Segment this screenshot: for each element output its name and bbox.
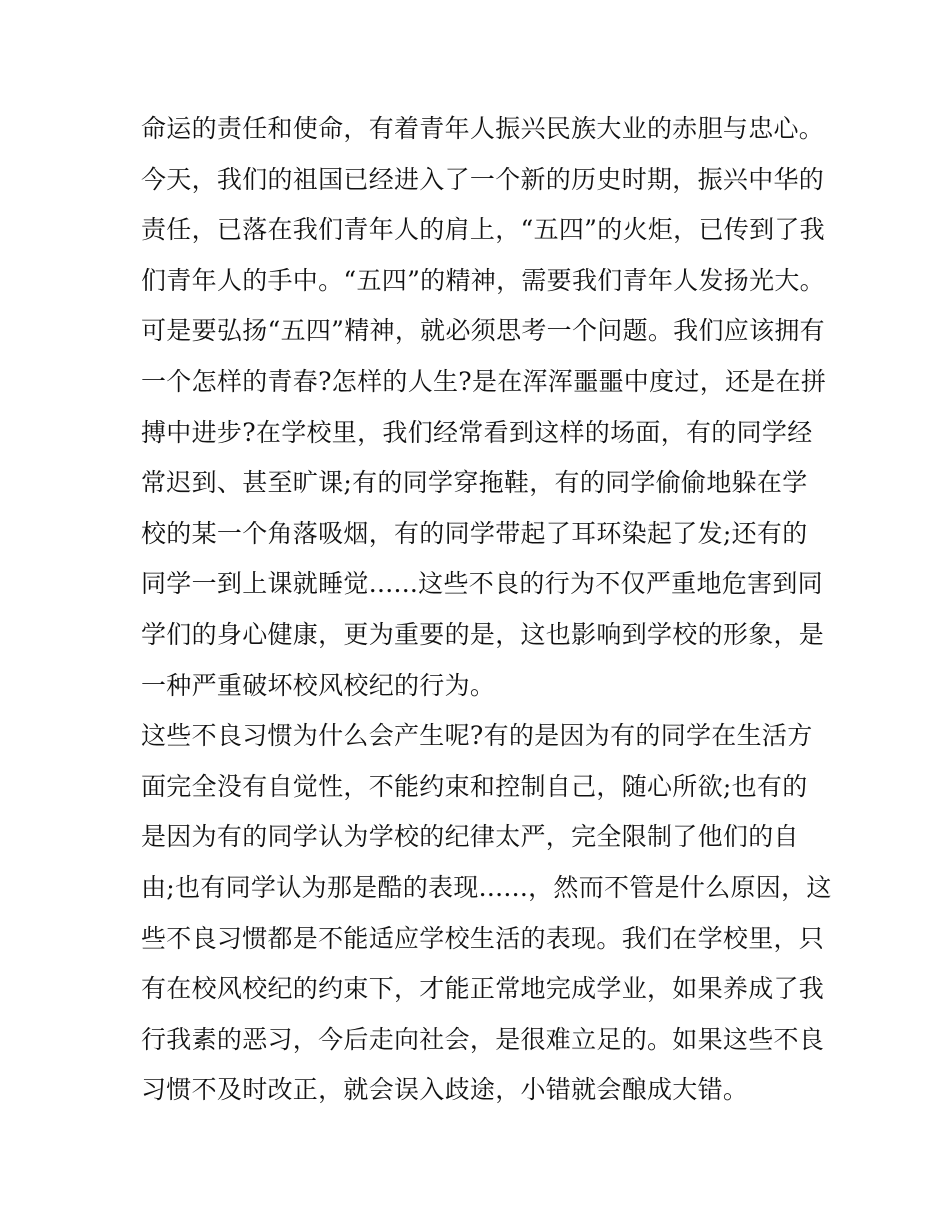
text-line: 一个怎样的青春?怎样的人生?是在浑浑噩噩中度过，还是在拼 <box>141 366 827 396</box>
text-line: 由;也有同学认为那是酷的表现......，然而不管是什么原因，这 <box>141 872 832 902</box>
text-line: 面完全没有自觉性，不能约束和控制自己，随心所欲;也有的 <box>141 771 808 801</box>
text-line: 学们的身心健康，更为重要的是，这也影响到学校的形象，是 <box>141 619 825 649</box>
text-line: 校的某一个角落吸烟，有的同学带起了耳环染起了发;还有的 <box>141 518 808 548</box>
text-line: 行我素的恶习，今后走向社会，是很难立足的。如果这些不良 <box>141 1024 825 1054</box>
text-line: 搏中进步?在学校里，我们经常看到这样的场面，有的同学经 <box>141 417 813 447</box>
text-line: 可是要弘扬“五四”精神，就必须思考一个问题。我们应该拥有 <box>141 316 825 346</box>
text-line: 今天，我们的祖国已经进入了一个新的历史时期，振兴中华的 <box>141 164 825 194</box>
text-line: 同学一到上课就睡觉......这些不良的行为不仅严重地危害到同 <box>141 569 823 599</box>
text-line: 些不良习惯都是不能适应学校生活的表现。我们在学校里，只 <box>141 923 825 953</box>
text-line: 们青年人的手中。“五四”的精神，需要我们青年人发扬光大。 <box>141 265 825 295</box>
text-line: 有在校风校纪的约束下，才能正常地完成学业，如果养成了我 <box>141 974 825 1004</box>
text-line: 习惯不及时改正，就会误入歧途，小错就会酿成大错。 <box>141 1075 749 1105</box>
text-line: 命运的责任和使命，有着青年人振兴民族大业的赤胆与忠心。 <box>141 114 825 143</box>
text-line: 这些不良习惯为什么会产生呢?有的是因为有的同学在生活方 <box>141 721 813 751</box>
text-line: 责任，已落在我们青年人的肩上，“五四”的火炬，已传到了我 <box>141 215 825 245</box>
text-line: 一种严重破坏校风校纪的行为。 <box>141 670 496 700</box>
body-text <box>141 104 832 1116</box>
text-line: 常迟到、甚至旷课;有的同学穿拖鞋，有的同学偷偷地躲在学 <box>141 468 808 498</box>
text-line: 是因为有的同学认为学校的纪律太严，完全限制了他们的自 <box>141 822 799 852</box>
